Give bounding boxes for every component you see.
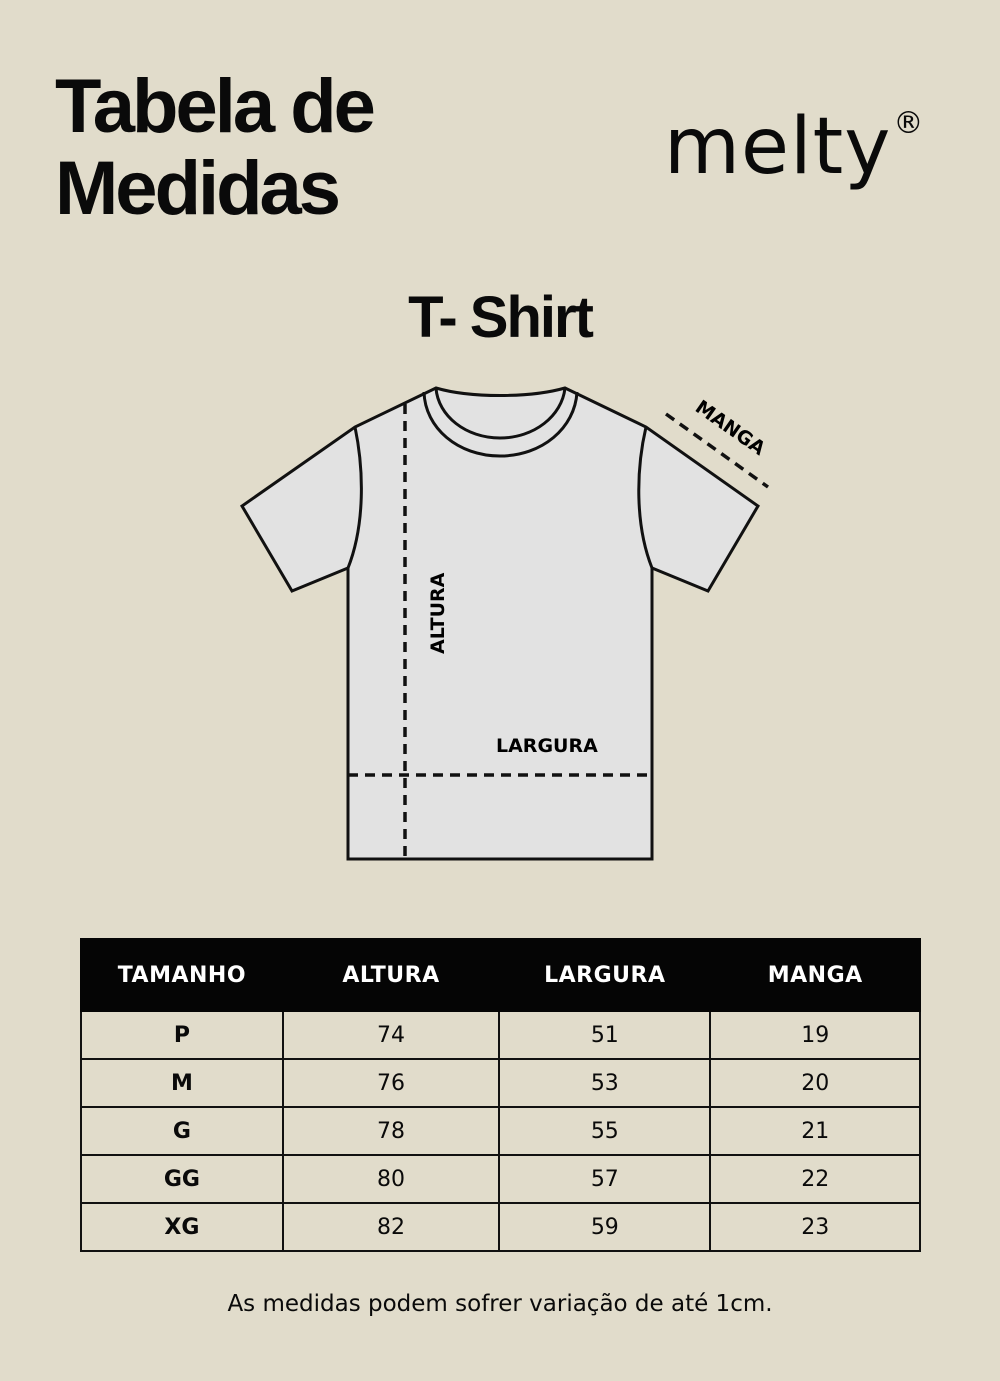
cell-altura: 80 — [283, 1155, 499, 1203]
cell-altura: 78 — [283, 1107, 499, 1155]
cell-altura: 74 — [283, 1011, 499, 1059]
cell-largura: 53 — [499, 1059, 710, 1107]
page-title — [55, 66, 373, 230]
cell-largura: 51 — [499, 1011, 710, 1059]
cell-largura: 57 — [499, 1155, 710, 1203]
label-altura: ALTURA — [427, 572, 449, 654]
brand-logo-text: melty — [664, 102, 892, 192]
cell-size: XG — [81, 1203, 283, 1251]
table-row — [81, 1107, 920, 1155]
table-header-row — [81, 939, 920, 1011]
header-largura: LARGURA — [499, 939, 710, 1011]
product-name: T- Shirt — [408, 285, 592, 350]
cell-altura: 76 — [283, 1059, 499, 1107]
table-row — [81, 1203, 920, 1251]
cell-size: GG — [81, 1155, 283, 1203]
header-tamanho: TAMANHO — [81, 939, 283, 1011]
header-manga: MANGA — [710, 939, 920, 1011]
cell-manga: 20 — [710, 1059, 920, 1107]
registered-mark: ® — [893, 106, 925, 141]
size-table — [80, 938, 921, 1252]
label-largura: LARGURA — [496, 735, 598, 757]
cell-manga: 22 — [710, 1155, 920, 1203]
cell-manga: 19 — [710, 1011, 920, 1059]
cell-largura: 59 — [499, 1203, 710, 1251]
cell-manga: 21 — [710, 1107, 920, 1155]
brand-logo — [664, 74, 924, 197]
header-altura: ALTURA — [283, 939, 499, 1011]
table-row — [81, 1011, 920, 1059]
label-manga: MANGA — [691, 396, 770, 460]
table-row — [81, 1155, 920, 1203]
footer-note: As medidas podem sofrer variação de até 1cm. — [227, 1291, 773, 1317]
cell-size: P — [81, 1011, 283, 1059]
cell-altura: 82 — [283, 1203, 499, 1251]
tshirt-outline — [242, 388, 758, 859]
table-row — [81, 1059, 920, 1107]
tshirt-diagram — [0, 370, 1000, 870]
cell-size: M — [81, 1059, 283, 1107]
cell-manga: 23 — [710, 1203, 920, 1251]
title-line-2: Medidas — [55, 146, 339, 231]
title-line-1: Tabela de — [55, 64, 373, 149]
cell-largura: 55 — [499, 1107, 710, 1155]
cell-size: G — [81, 1107, 283, 1155]
